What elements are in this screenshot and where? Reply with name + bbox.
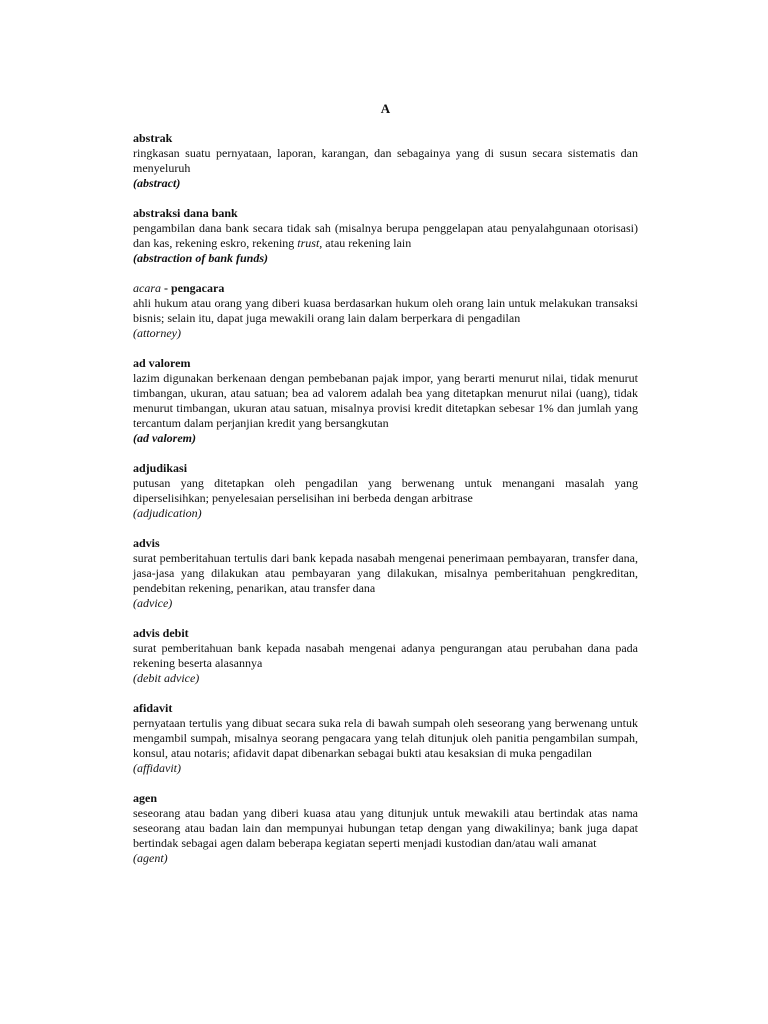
entry-term: advis debit: [133, 626, 189, 640]
entry-term: advis: [133, 536, 160, 550]
glossary-entry-abstrak: [133, 131, 638, 191]
entry-english-term: (attorney): [133, 326, 181, 340]
glossary-entry-agen: [133, 791, 638, 866]
entry-term: abstraksi dana bank: [133, 206, 238, 220]
definition-text-end: atau rekening lain: [322, 236, 412, 250]
entry-term: agen: [133, 791, 157, 805]
entry-definition: seseorang atau badan yang diberi kuasa atau yang ditunjuk untuk mewakili atau bertindak atas nama seseorang atau badan lain dan mempunyai hubungan tetap dengan yang diwakilinya; bank juga dapat bertindak sebagai agen dalam beberapa kegiatan seperti menjadi kustodian dan/atau wali amanat: [133, 806, 638, 850]
glossary-entry-advis: [133, 536, 638, 611]
entry-term-separator: -: [161, 281, 171, 295]
definition-italic-word: trust,: [297, 236, 323, 250]
entry-term: abstrak: [133, 131, 173, 145]
glossary-entry-ad-valorem: [133, 356, 638, 446]
entry-english-term: (ad valorem): [133, 431, 196, 445]
entry-english-term: (abstraction of bank funds): [133, 251, 269, 265]
glossary-entry-adjudikasi: [133, 461, 638, 521]
entry-definition: ahli hukum atau orang yang diberi kuasa berdasarkan hukum oleh orang lain untuk melakukan transaksi bisnis; selain itu, dapat juga mewakili orang lain dalam berperkara di pengadilan: [133, 296, 638, 325]
entry-definition: surat pemberitahuan tertulis dari bank kepada nasabah mengenai penerimaan pembayaran, transfer dana, jasa-jasa yang dilakukan atau pembayaran yang dilakukan, misalnya pemberitahuan pengkreditan, pendebitan rekening, penarikan, atau transfer dana: [133, 551, 638, 595]
entry-term: [133, 281, 638, 296]
entry-term: ad valorem: [133, 356, 191, 370]
entry-english-term: (advice): [133, 596, 173, 610]
entry-term-main: pengacara: [171, 281, 225, 295]
glossary-entry-advis-debit: [133, 626, 638, 686]
entry-english-term: (adjudication): [133, 506, 202, 520]
entry-term: adjudikasi: [133, 461, 188, 475]
glossary-entry-abstraksi-dana-bank: [133, 206, 638, 266]
entry-term: afidavit: [133, 701, 173, 715]
entry-english-term: (agent): [133, 851, 168, 865]
entry-english-term: (affidavit): [133, 761, 181, 775]
entry-english-term: (abstract): [133, 176, 181, 190]
entry-definition: pernyataan tertulis yang dibuat secara suka rela di bawah sumpah oleh seseorang yang berwenang untuk mengambil sumpah, misalnya seorang pengacara yang telah ditunjuk oleh panitia pengambilan sumpah, konsul, atau notaris; afidavit dapat dibenarkan sebagai bukti atau kesaksian di muka pengadilan: [133, 716, 638, 760]
document-page: [133, 101, 638, 881]
entry-definition: lazim digunakan berkenaan dengan pembebanan pajak impor, yang berarti menurut nilai, tidak menurut timbangan, ukuran, atau satuan; bea ad valorem adalah bea yang ditetapkan menurut nilai (uang), tidak menurut timbangan, ukuran atau satuan, misalnya provisi kredit ditetapkan sebesar 1% dan jumlah yang tercantum dalam perjanjian kredit yang bersangkutan: [133, 371, 638, 430]
definition-text: pengambilan dana bank secara tidak sah (misalnya berupa penggelapan atau penyalahgunaan otorisasi) dan kas, rekening eskro, rekening: [133, 221, 638, 250]
entry-definition: ringkasan suatu pernyataan, laporan, karangan, dan sebagainya yang di susun secara sistematis dan menyeluruh: [133, 146, 638, 175]
entry-definition: putusan yang ditetapkan oleh pengadilan yang berwenang untuk menangani masalah yang diperselisihkan; penyelesaian perselisihan ini berbeda dengan arbitrase: [133, 476, 638, 505]
section-letter: A: [380, 101, 391, 116]
entry-definition: [133, 221, 638, 251]
glossary-entry-pengacara: [133, 281, 638, 341]
glossary-entry-afidavit: [133, 701, 638, 776]
entry-definition: surat pemberitahuan bank kepada nasabah mengenai adanya pengurangan atau perubahan dana pada rekening beserta alasannya: [133, 641, 638, 670]
entry-english-term: (debit advice): [133, 671, 200, 685]
entry-term-variant: acara: [133, 281, 161, 295]
